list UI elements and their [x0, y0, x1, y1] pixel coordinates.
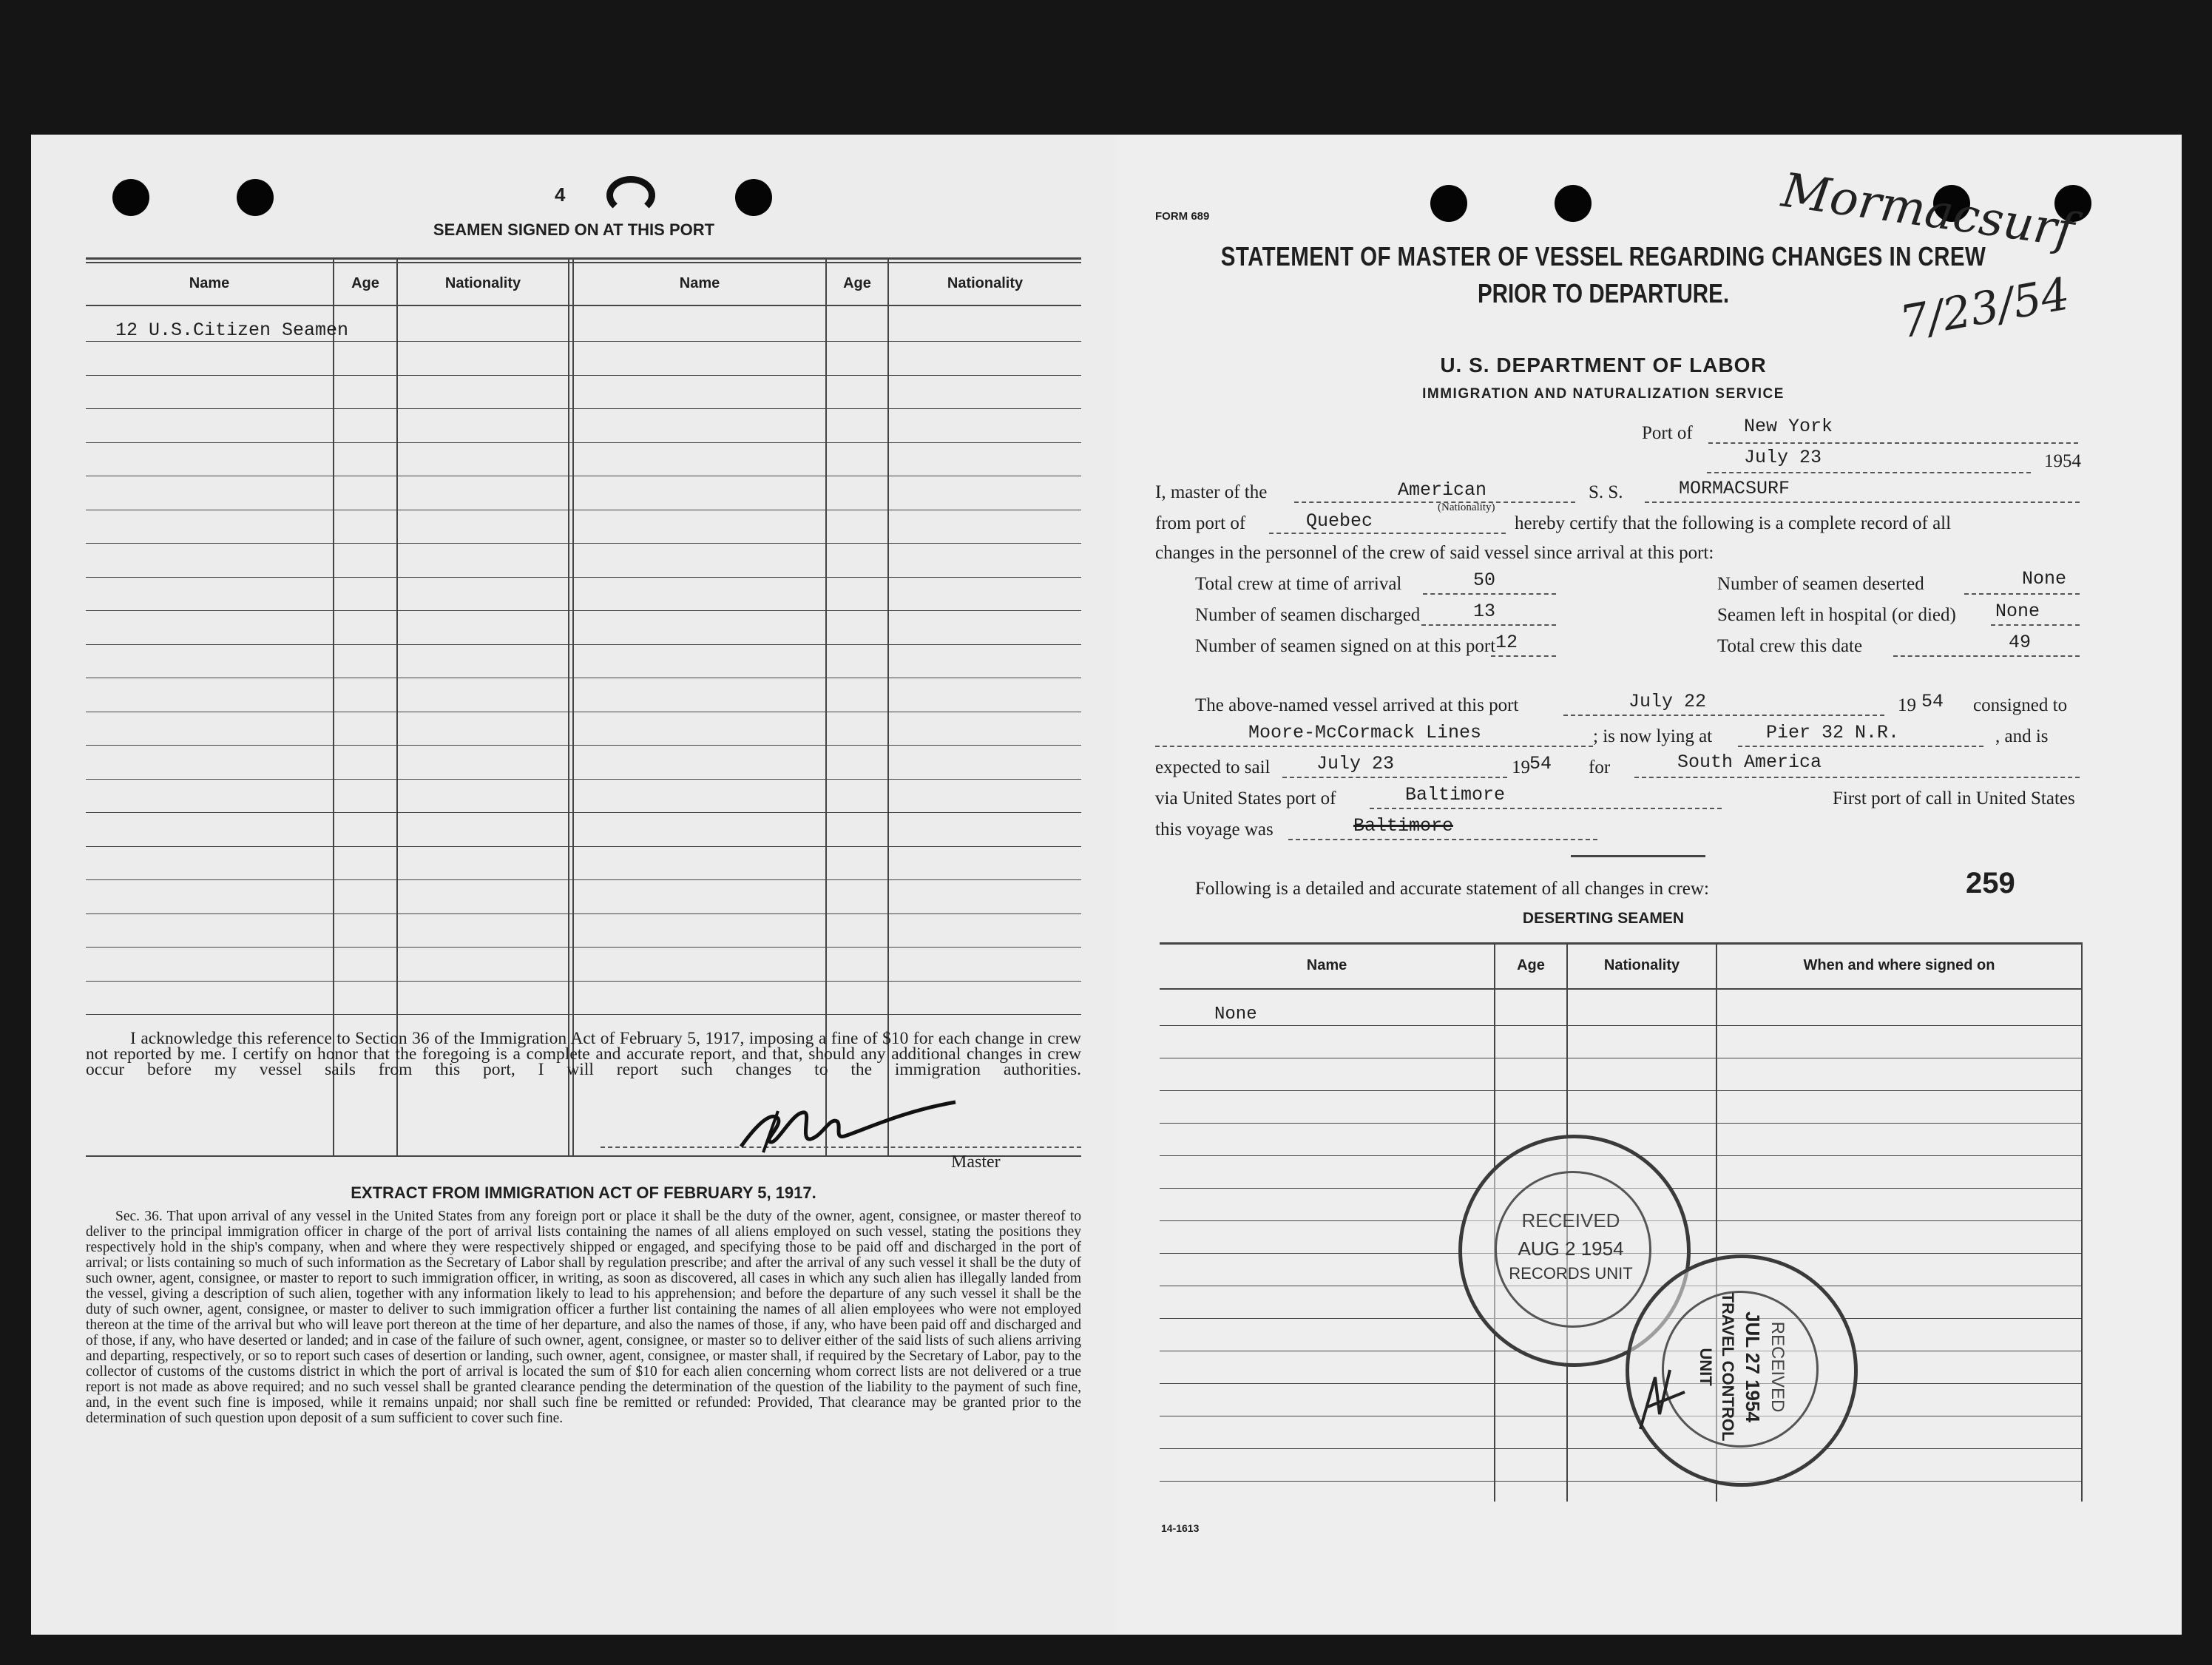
divider [1571, 855, 1705, 857]
acknowledgment-text: I acknowledge this reference to Section 36 of the Immigration Act of February 5, 1917, imposing a fine of $10 for each change in crew not reported by me. I certify on honor that the foregoing is a complete and accurate report, and that, should any additional changes in crew occur before my vessel sails from this port, I will report such changes to the immigration authorities. [86, 1029, 1081, 1079]
sail-year: 54 [1529, 753, 1552, 774]
arrived-date: July 22 [1628, 691, 1707, 712]
via-line [1370, 808, 1722, 809]
total-arrival-line [1423, 593, 1556, 595]
section-title: SEAMEN SIGNED ON AT THIS PORT [433, 220, 715, 239]
stamp-text: AUG 2 1954 [1518, 1237, 1624, 1260]
service-title: IMMIGRATION AND NATURALIZATION SERVICE [1422, 386, 1785, 402]
discharged-line [1421, 624, 1556, 626]
row-rule [86, 375, 1081, 376]
row-rule [86, 812, 1081, 813]
total-date-value: 49 [2009, 632, 2032, 653]
voyage-value: Baltimore [1353, 815, 1454, 837]
hospital-line [1991, 624, 2080, 626]
punch-hole [112, 179, 149, 216]
discharged-label: Number of seamen discharged [1195, 605, 1421, 625]
sail-date-line [1282, 777, 1507, 778]
row-rule [1160, 1090, 2083, 1091]
handwritten-date: 7/23/54 [1895, 268, 2074, 349]
arrived-text: The above-named vessel arrived at this port [1195, 695, 1519, 715]
deserted-label: Number of seamen deserted [1717, 574, 1924, 594]
row-rule [86, 779, 1081, 780]
stamp-text: RECEIVED [1521, 1209, 1620, 1232]
total-date-line [1893, 655, 2080, 657]
total-date-label: Total crew this date [1717, 636, 1863, 656]
expected-label: expected to sail [1155, 757, 1271, 777]
stamp-text: RECEIVED [1768, 1321, 1787, 1413]
date-value: July 23 [1744, 447, 1822, 468]
row-rule [86, 577, 1081, 578]
column-header: Name [1306, 957, 1347, 973]
row-rule [86, 644, 1081, 645]
following-text: Following is a detailed and accurate statement of all changes in crew: [1195, 879, 1709, 899]
row-rule [86, 543, 1081, 544]
sail-year-prefix: 19 [1512, 757, 1530, 777]
and-is-label: , and is [1995, 726, 2049, 746]
destination-line [1634, 777, 2080, 778]
row-rule [1160, 1025, 2083, 1026]
column-header: Name [679, 275, 720, 291]
hospital-value: None [1995, 601, 2040, 622]
consignee-line [1155, 746, 1593, 747]
column-header: Nationality [444, 275, 521, 291]
voyage-line [1288, 839, 1597, 840]
deserted-value: None [2022, 568, 2067, 590]
lying-value: Pier 32 N.R. [1766, 722, 1900, 743]
arrived-line [1563, 715, 1884, 716]
consigned-label: consigned to [1973, 695, 2068, 715]
row-rule [1160, 1481, 2083, 1482]
ss-label: S. S. [1589, 482, 1623, 502]
table-row: None [1214, 1004, 1257, 1024]
arrived-year: 54 [1921, 691, 1944, 712]
nationality-caption: (Nationality) [1438, 501, 1495, 513]
discharged-value: 13 [1473, 601, 1496, 622]
extract-title: EXTRACT FROM IMMIGRATION ACT OF FEBRUARY 5, 1917. [351, 1183, 816, 1202]
stamp-text: JUL 27 1954 [1742, 1311, 1764, 1422]
arrived-year-prefix: 19 [1898, 695, 1916, 715]
sail-date: July 23 [1316, 753, 1395, 774]
first-port-label: First port of call in United States [1833, 788, 2075, 808]
right-page [1115, 135, 2182, 1635]
column-header: When and where signed on [1803, 957, 1995, 973]
via-value: Baltimore [1405, 784, 1506, 806]
destination-value: South America [1677, 752, 1822, 773]
stamp-text: UNIT [1697, 1348, 1715, 1386]
certify-text: hereby certify that the following is a complete record of all [1515, 513, 1952, 533]
lying-line [1738, 746, 1983, 747]
deserting-title: DESERTING SEAMEN [1522, 910, 1685, 927]
department-title: U. S. DEPARTMENT OF LABOR [1440, 354, 1767, 376]
row-rule [86, 981, 1081, 982]
master-label: I, master of the [1155, 482, 1268, 502]
row-rule [86, 610, 1081, 611]
year-value: 1954 [2044, 451, 2081, 471]
handwritten-vessel-note: Mormacsurf [1778, 163, 2077, 259]
from-port-label: from port of [1155, 513, 1246, 533]
port-value: New York [1744, 416, 1833, 437]
voyage-label: this voyage was [1155, 820, 1274, 840]
row-rule [86, 879, 1081, 880]
total-arrival-label: Total crew at time of arrival [1195, 574, 1402, 594]
column-header: Age [351, 275, 379, 291]
nationality-value: American [1398, 479, 1487, 501]
port-label: Port of [1642, 423, 1693, 443]
master-signature-icon [734, 1096, 970, 1155]
nationality-line [1294, 501, 1575, 503]
from-port-value: Quebec [1306, 510, 1373, 532]
row-rule [86, 1014, 1081, 1015]
consignee-value: Moore-McCormack Lines [1248, 722, 1482, 743]
from-port-line [1269, 533, 1506, 534]
form-title: STATEMENT OF MASTER OF VESSEL REGARDING CHANGES IN CREW [1220, 241, 1986, 271]
page-count: 259 [1966, 867, 2015, 899]
lying-label: ; is now lying at [1593, 726, 1713, 746]
signed-on-label: Number of seamen signed on at this port [1195, 636, 1496, 656]
punch-hole [735, 179, 772, 216]
extract-text: Sec. 36. That upon arrival of any vessel in the United States from any foreign port or place it shall be the duty of the owner, agent, consignee, or master thereof to deliver to the principal immigration officer in charge of the port of arrival lists containing the names of all aliens employed on such vessel, stating the positions they respectively hold in the ship's company, when and where they were respectively shipped or engaged, and specifying those to be paid off and discharged in the port of arrival; or lists containing so much of such information as the Secretary of Labor shall by regulation prescribe; and after the arrival of any such vessel it shall be the duty of such owner, agent, consignee, or master to report to such immigration officer, in writing, as soon as discovered, all cases in which any such alien has illegally landed from the vessel, giving a description of such alien, together with any information likely to lead to his apprehension; and before the departure of any such vessel it shall be the duty of such owner, agent, consignee, or master to deliver to such immigration officer a further list containing the names of all alien employees who were not employed thereon at the time of the arrival but who will leave port thereon at the time of her departure, and also the names of those, if any, who have been paid off and discharged and of those, if any, who have deserted or landed; and in case of the failure of such owner, agent, consignee, or master so to deliver either of the said lists of such aliens arriving and departing, respectively, or so to report such cases of desertion or landing, such owner, agent, consignee, or master shall, if required by the Secretary of Labor, pay to the collector of customs of the customs district in which the port of arrival is located the sum of $10 for each alien concerning whom correct lists are not delivered or a true report is not made as above required; and no such vessel shall be granted clearance pending the determination of the question of the liability to the payment of such fine, and, in the event such fine is imposed, while it remains unpaid; nor shall such fine be remitted or refunded: Provided, That clearance may be granted prior to the determination of such question upon deposit of a sum sufficient to cover such fine. [86, 1209, 1081, 1426]
column-header: Age [1517, 957, 1545, 973]
column-header: Name [189, 275, 230, 291]
row-rule [1160, 1123, 2083, 1124]
for-label: for [1589, 757, 1611, 777]
vessel-name: MORMACSURF [1679, 478, 1790, 499]
row-rule [86, 442, 1081, 443]
footer-code: 14-1613 [1161, 1522, 1200, 1534]
deserted-line [1964, 593, 2080, 595]
punch-hole [237, 179, 274, 216]
initials-icon [1633, 1362, 1692, 1436]
row-rule [86, 846, 1081, 847]
signed-on-line [1491, 655, 1556, 657]
table-row: 12 U.S.Citizen Seamen [115, 320, 349, 341]
row-rule [1160, 1383, 2083, 1384]
row-rule [86, 408, 1081, 409]
page-number: 4 [555, 183, 566, 206]
port-line [1708, 442, 2078, 444]
row-rule [86, 913, 1081, 914]
row-rule [1160, 1448, 2083, 1449]
date-line [1707, 472, 2031, 473]
row-rule [86, 947, 1081, 948]
certify-text-2: changes in the personnel of the crew of said vessel since arrival at this port: [1155, 543, 1714, 563]
stamp-text: TRAVEL CONTROL [1719, 1292, 1737, 1442]
total-arrival-value: 50 [1473, 570, 1496, 591]
hospital-label: Seamen left in hospital (or died) [1717, 605, 1956, 625]
signed-on-value: 12 [1495, 632, 1518, 653]
column-header: Nationality [1603, 957, 1680, 973]
vessel-line [1645, 501, 2080, 503]
punch-hole [1555, 185, 1592, 222]
row-rule [86, 745, 1081, 746]
form-title-line2: PRIOR TO DEPARTURE. [1477, 278, 1730, 308]
form-number: FORM 689 [1155, 210, 1210, 223]
signature-label: Master [951, 1152, 1001, 1172]
stamp-text: RECORDS UNIT [1509, 1264, 1633, 1283]
clip-mark-icon [606, 176, 655, 215]
punch-hole [1430, 185, 1467, 222]
left-page [31, 135, 1117, 1635]
column-header: Age [843, 275, 871, 291]
via-label: via United States port of [1155, 788, 1336, 808]
row-rule [86, 341, 1081, 342]
column-header: Nationality [947, 275, 1024, 291]
seamen-table [86, 257, 1081, 1157]
